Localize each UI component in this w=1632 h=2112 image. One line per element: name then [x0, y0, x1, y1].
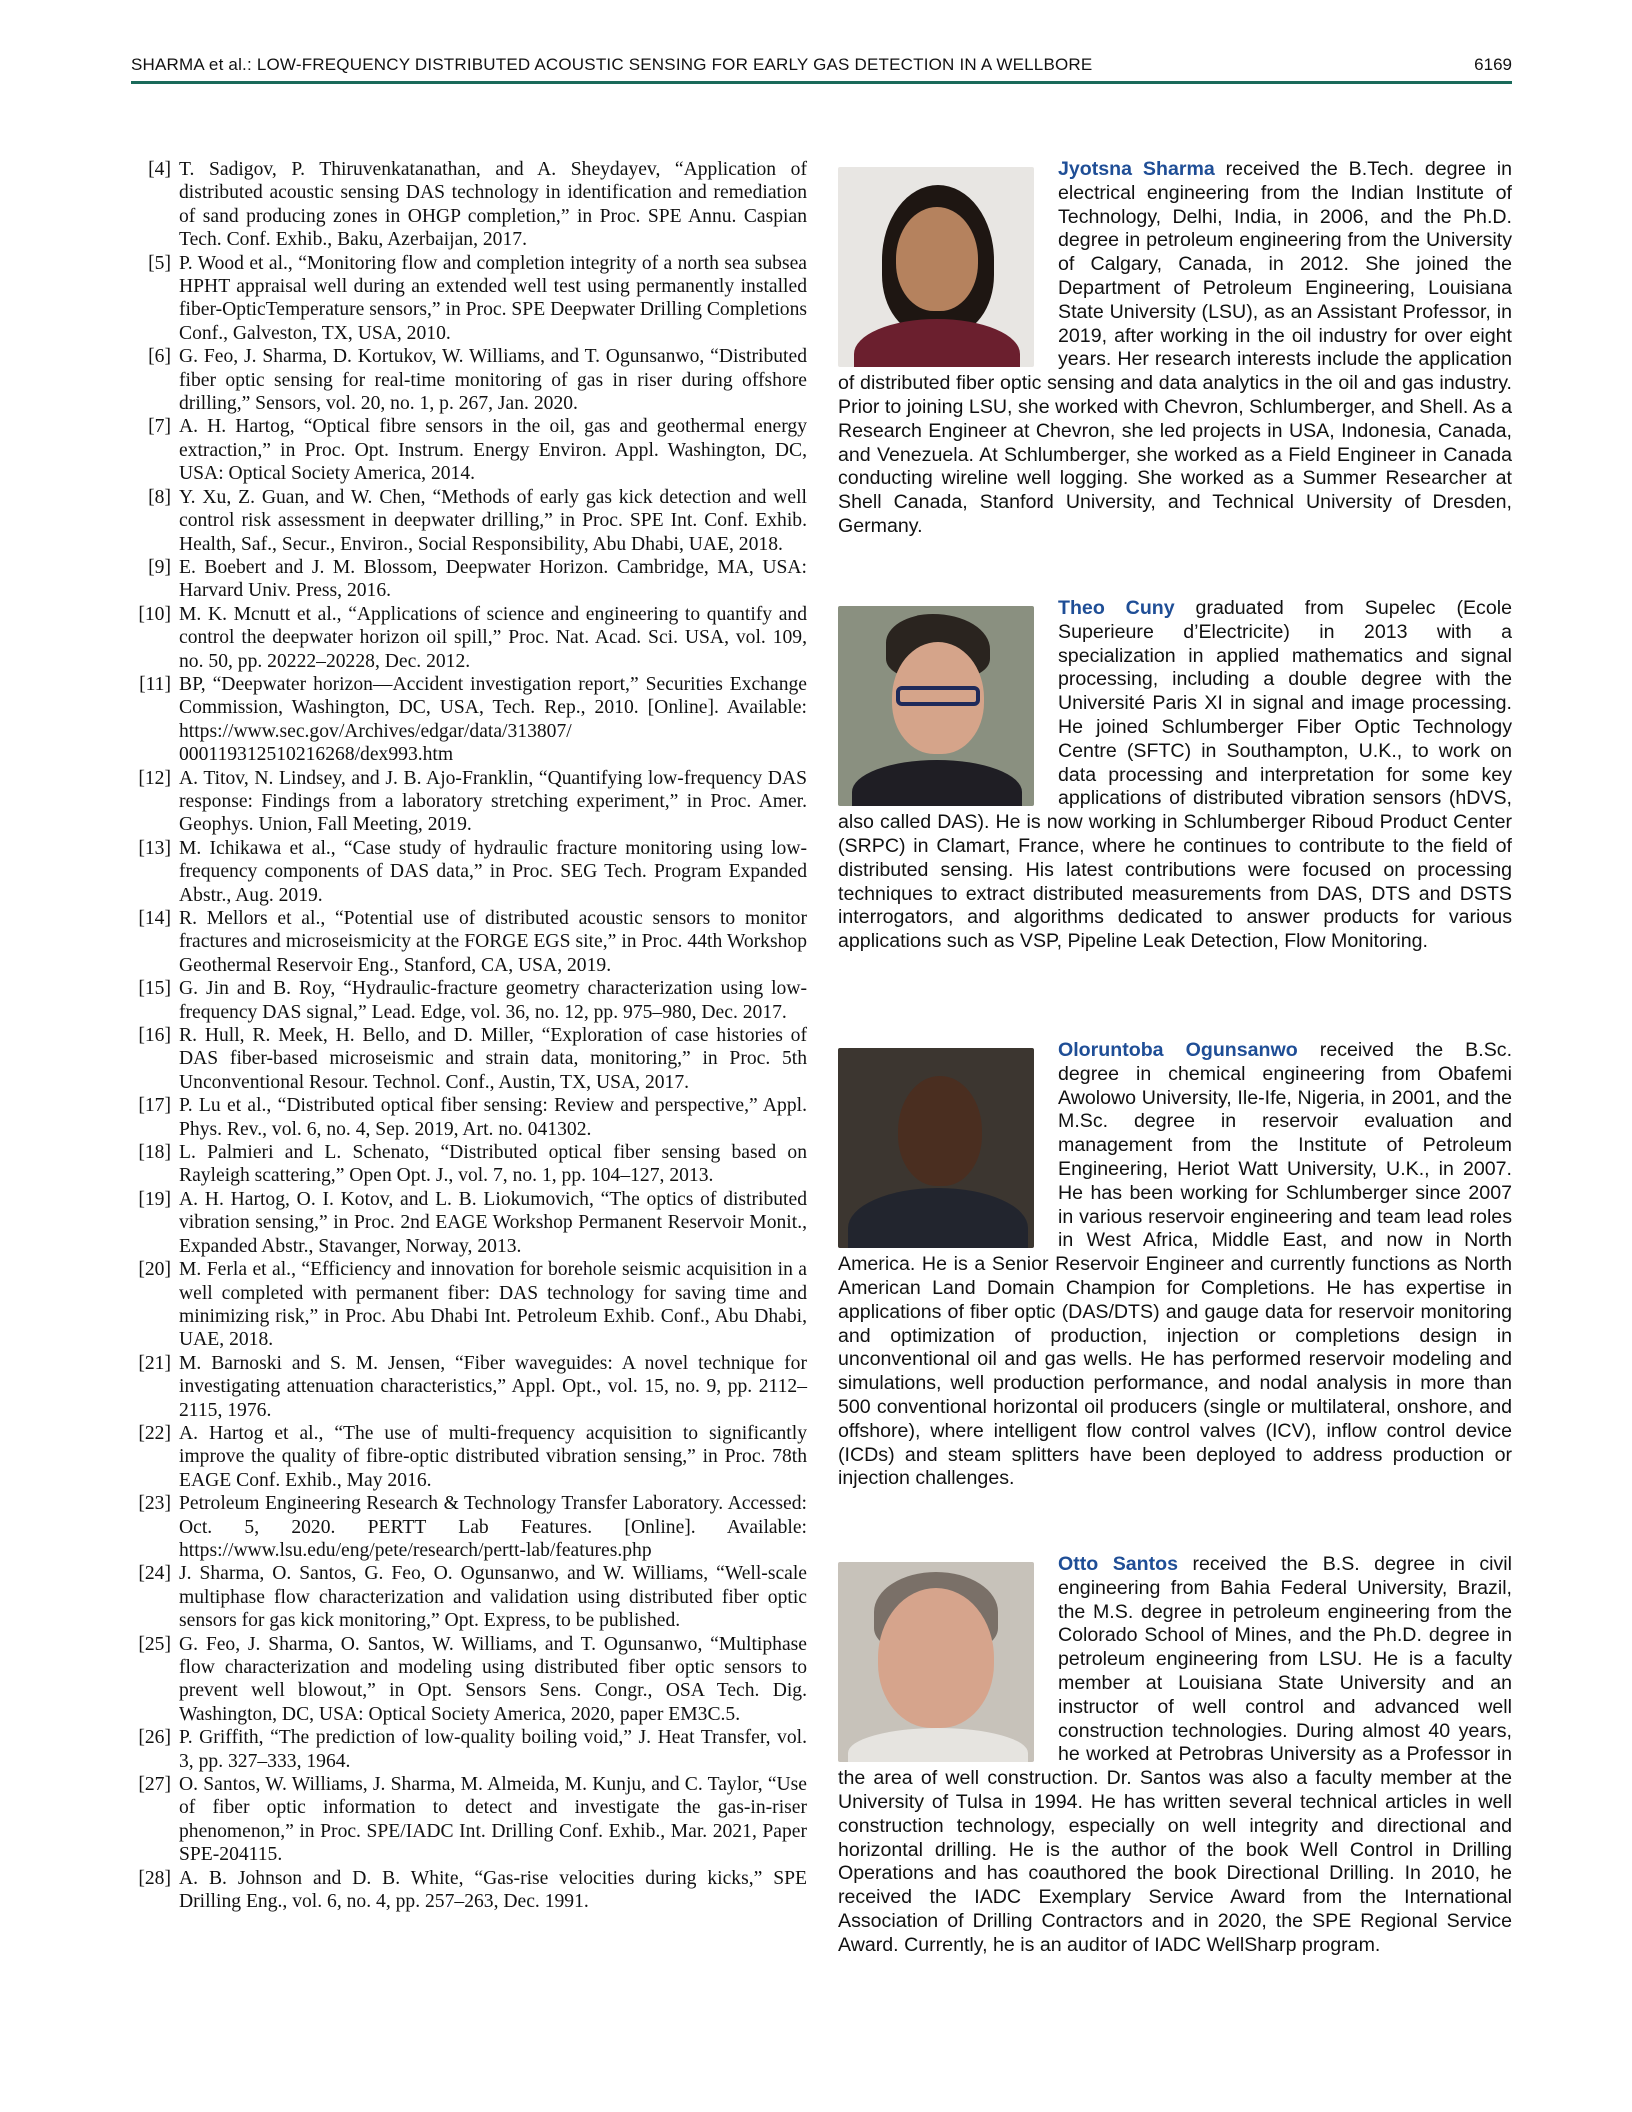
reference-number: [25]	[138, 1633, 171, 1655]
reference-number: [26]	[138, 1727, 171, 1749]
reference-item	[125, 1094, 807, 1141]
author-bio-text: received the B.S. degree in civil engineering from Bahia Federal University, Brazil, the M.S. degree in petroleum engineering from the Colorado School of Mines, and the Ph.D. degree in petroleum engineering from LSU. He is a faculty member at Louisiana State University and an instructor of well control and advanced well construction technologies. During almost 40 years, he worked at Petrobras University as a Professor in the area of well construction. Dr. Santos was also a faculty member at the University of Tulsa in 1994. He has written several technical articles in well construction technology, especially on well integrity and directional and horizontal drilling. He is the author of the book Well Control in Drilling Operations and has coauthored the book Directional Drilling. In 2010, he received the IADC Exemplary Service Award from the International Association of Drilling Contractors and in 2020, the SPE Regional Service Award. Currently, he is an auditor of IADC WellSharp program.	[838, 1553, 1513, 1956]
reference-item	[125, 486, 807, 556]
reference-number: [12]	[138, 767, 171, 789]
reference-number: [20]	[138, 1259, 171, 1281]
shoulders-shape	[852, 760, 1022, 806]
reference-number: [13]	[138, 837, 171, 859]
reference-item	[125, 1422, 807, 1492]
reference-item	[125, 907, 807, 977]
reference-text: Petroleum Engineering Research & Technology Transfer Laboratory. Accessed: Oct. 5, 2020. PERTT Lab Features. [Online]. Available: https://www.lsu.edu/eng/pete/research/pertt-lab/features.php	[179, 1493, 807, 1561]
reference-text: A. Hartog et al., “The use of multi-frequency acquisition to significantly improve the quality of fibre-optic distributed vibration sensing,” in Proc. 78th EAGE Conf. Exhib., May 2016.	[179, 1422, 807, 1491]
page-number: 6169	[1474, 55, 1512, 74]
author-biographies	[838, 158, 1512, 1958]
reference-text: P. Wood et al., “Monitoring flow and completion integrity of a north sea subsea HPHT appraisal well during an extended well test using permanently installed fiber-OpticTemperature sensors,” in Proc. SPE Deepwater Drilling Completions Conf., Galveston, TX, USA, 2010.	[179, 252, 807, 344]
reference-item	[125, 1492, 807, 1562]
reference-item	[125, 415, 807, 485]
reference-text: Y. Xu, Z. Guan, and W. Chen, “Methods of early gas kick detection and well control risk assessment in deepwater drilling,” in Proc. SPE Int. Conf. Exhib. Health, Saf., Secur., Environ., Social Responsibility, Abu Dhabi, UAE, 2018.	[179, 486, 807, 555]
reference-number: [28]	[138, 1867, 171, 1889]
reference-number: [11]	[139, 673, 171, 695]
author-bio-text: received the B.Tech. degree in electrical engineering from the Indian Institute of Technology, Delhi, India, in 2006, and the Ph.D. degree in petroleum engineering from the University of Calgary, Canada, in 2012. She joined the Department of Petroleum Engineering, Louisiana State University (LSU), as an Assistant Professor, in 2019, after working in the oil industry for over eight years. Her research interests include the application of distributed fiber optic sensing and data analytics in the oil and gas industry. Prior to joining LSU, she worked with Chevron, Schlumberger, and Shell. As a Research Engineer at Chevron, she led projects in USA, Indonesia, Canada, and Venezuela. At Schlumberger, she worked as a Field Engineer in Canada conducting wireline well logging. She worked as a Summer Researcher at Shell Canada, Stanford University, and Technical University of Dresden, Germany.	[838, 158, 1513, 537]
reference-number: [23]	[138, 1493, 171, 1515]
reference-number: [22]	[138, 1422, 171, 1444]
author-name: Otto Santos	[1058, 1553, 1179, 1575]
reference-number: [5]	[148, 252, 171, 274]
author-photo-santos	[838, 1562, 1034, 1762]
reference-item	[125, 1024, 807, 1094]
reference-item	[125, 767, 807, 837]
reference-item	[125, 1726, 807, 1773]
reference-text: G. Jin and B. Roy, “Hydraulic-fracture geometry characterization using low-frequency DAS signal,” Lead. Edge, vol. 36, no. 12, pp. 975–980, Dec. 2017.	[179, 978, 807, 1023]
reference-text: E. Boebert and J. M. Blossom, Deepwater Horizon. Cambridge, MA, USA: Harvard Univ. Press, 2016.	[179, 556, 807, 602]
reference-text: BP, “Deepwater horizon—Accident investigation report,” Securities Exchange Commission, Washington, DC, USA, Tech. Rep., 2010. [Online]. Available: https://www.sec.gov/Archives/edgar/data/313807/ 000119312510216268/dex993.htm	[179, 673, 807, 766]
reference-item	[125, 1773, 807, 1867]
author-photo-cuny	[838, 606, 1034, 806]
face-shape	[878, 1588, 994, 1728]
reference-item	[125, 158, 807, 252]
running-header	[131, 52, 1512, 82]
header-rule	[131, 81, 1512, 84]
reference-number: [14]	[138, 908, 171, 929]
reference-text: A. B. Johnson and D. B. White, “Gas-rise velocities during kicks,” SPE Drilling Eng., vol. 6, no. 4, pp. 257–263, Dec. 1991.	[179, 1867, 807, 1913]
reference-text: A. H. Hartog, O. I. Kotov, and L. B. Liokumovich, “The optics of distributed vibration sensing,” in Proc. 2nd EAGE Workshop Permanent Reservoir Monit., Expanded Abstr., Stavanger, Norway, 2013.	[179, 1188, 807, 1257]
reference-text: G. Feo, J. Sharma, D. Kortukov, W. Williams, and T. Ogunsanwo, “Distributed fiber optic sensing for real-time monitoring of gas in riser during offshore drilling,” Sensors, vol. 20, no. 1, p. 267, Jan. 2020.	[179, 346, 807, 415]
shoulders-shape	[854, 319, 1020, 367]
reference-number: [10]	[138, 603, 171, 625]
shoulders-shape	[848, 1188, 1028, 1248]
reference-text: L. Palmieri and L. Schenato, “Distributed optical fiber sensing based on Rayleigh scattering,” Open Opt. J., vol. 7, no. 1, pp. 104–127, 2013.	[179, 1142, 807, 1187]
reference-item	[125, 556, 807, 603]
reference-item	[125, 673, 807, 767]
reference-number: [17]	[138, 1095, 171, 1117]
reference-item	[125, 1188, 807, 1258]
glasses-shape	[896, 686, 980, 706]
reference-item	[125, 1258, 807, 1352]
reference-text: M. Barnoski and S. M. Jensen, “Fiber waveguides: A novel technique for investigating attenuation characteristics,” Appl. Opt., vol. 15, no. 9, pp. 2112–2115, 1976.	[179, 1352, 807, 1421]
references-list	[125, 158, 807, 1913]
reference-item	[125, 1562, 807, 1632]
reference-text: M. Ichikawa et al., “Case study of hydraulic fracture monitoring using low-frequency components of DAS data,” in Proc. SEG Tech. Program Expanded Abstr., Aug. 2019.	[179, 837, 807, 906]
reference-item	[125, 345, 807, 415]
reference-text: J. Sharma, O. Santos, G. Feo, O. Ogunsanwo, and W. Williams, “Well-scale multiphase flow characterization and validation using distributed fiber optic sensors for gas kick monitoring,” Opt. Express, to be published.	[179, 1563, 807, 1632]
author-name: Jyotsna Sharma	[1058, 158, 1215, 180]
reference-text: R. Hull, R. Meek, H. Bello, and D. Miller, “Exploration of case histories of DAS fiber-based microseismic and strain data, monitoring,” in Proc. 5th Unconventional Resour. Technol. Conf., Austin, TX, USA, 2017.	[179, 1025, 807, 1093]
author-bio-text: graduated from Supelec (Ecole Superieure d’Electricite) in 2013 with a specialization in applied mathematics and signal processing, including a double degree with the Université Paris XI in signal and image processing. He joined Schlumberger Fiber Optic Technology Centre (SFTC) in Southampton, U.K., to work on data processing and interpretation for some key applications of distributed vibration sensors (hDVS, also called DAS). He is now working in Schlumberger Riboud Product Center (SRPC) in Clamart, France, where he continues to contribute to the field of distributed sensing. His latest contributions were focused on processing techniques to extract distributed measurements from DAS, DTS and DSTS interrogators, and algorithms dedicated to answer products for various applications such as VSP, Pipeline Leak Detection, Flow Monitoring.	[838, 597, 1512, 953]
reference-number: [8]	[148, 486, 171, 508]
reference-number: [16]	[138, 1025, 171, 1047]
bio-ogunsanwo	[838, 1039, 1512, 1535]
reference-number: [19]	[138, 1188, 171, 1210]
reference-text: G. Feo, J. Sharma, O. Santos, W. Williams, and T. Ogunsanwo, “Multiphase flow characterization and modeling using distributed fiber optic sensors to prevent well blowout,” in Opt. Sensors Sens. Congr., OSA Tech. Dig. Washington, DC, USA: Optical Society America, 2020, paper EM3C.5.	[179, 1633, 807, 1725]
face-shape	[896, 207, 978, 311]
reference-text: P. Lu et al., “Distributed optical fiber sensing: Review and perspective,” Appl. Phys. Rev., vol. 6, no. 4, Sep. 2019, Art. no. 041302.	[179, 1095, 807, 1140]
author-photo-sharma	[838, 167, 1034, 367]
face-shape	[898, 1076, 982, 1186]
reference-number: [7]	[148, 416, 171, 438]
reference-text: O. Santos, W. Williams, J. Sharma, M. Almeida, M. Kunju, and C. Taylor, “Use of fiber optic information to detect and investigate the gas-in-riser phenomenon,” in Proc. SPE/IADC Int. Drilling Conf. Exhib., Mar. 2021, Paper SPE-204115.	[179, 1774, 807, 1866]
reference-text: M. K. Mcnutt et al., “Applications of science and engineering to quantify and control the deepwater horizon oil spill,” Proc. Nat. Acad. Sci. USA, vol. 109, no. 50, pp. 20222–20228, Dec. 2012.	[179, 603, 807, 672]
reference-number: [27]	[138, 1774, 171, 1796]
reference-item	[125, 252, 807, 346]
reference-item	[125, 1867, 807, 1914]
bio-sharma	[838, 158, 1512, 576]
reference-item	[125, 1633, 807, 1727]
reference-number: [15]	[138, 978, 171, 1000]
reference-text: A. Titov, N. Lindsey, and J. B. Ajo-Franklin, “Quantifying low-frequency DAS response: Findings from a laboratory stretching experiment,” in Proc. Amer. Geophys. Union, Fall Meeting, 2019.	[179, 767, 807, 836]
reference-text: T. Sadigov, P. Thiruvenkatanathan, and A. Sheydayev, “Application of distributed acoustic sensing DAS technology in identification and remediation of sand producing zones in OHGP completion,” in Proc. SPE Annu. Caspian Tech. Conf. Exhib., Baku, Azerbaijan, 2017.	[179, 159, 807, 251]
author-photo-ogunsanwo	[838, 1048, 1034, 1248]
reference-number: [21]	[138, 1352, 171, 1374]
header-title: SHARMA et al.: LOW-FREQUENCY DISTRIBUTED ACOUSTIC SENSING FOR EARLY GAS DETECTION IN A WELLBORE	[131, 55, 1093, 74]
reference-item	[125, 603, 807, 673]
reference-text: M. Ferla et al., “Efficiency and innovation for borehole seismic acquisition in a well completed with permanent fiber: DAS technology for saving time and minimizing risk,” in Proc. Abu Dhabi Int. Petroleum Exhib. Conf., Abu Dhabi, UAE, 2018.	[179, 1259, 807, 1351]
reference-number: [9]	[148, 556, 171, 578]
reference-number: [24]	[138, 1563, 171, 1585]
bio-cuny	[838, 597, 1512, 1021]
shoulders-shape	[848, 1728, 1028, 1762]
reference-number: [4]	[148, 159, 171, 180]
reference-item	[125, 977, 807, 1024]
author-name: Theo Cuny	[1058, 597, 1175, 619]
bio-santos	[838, 1553, 1512, 1958]
author-name: Oloruntoba Ogunsanwo	[1058, 1039, 1298, 1061]
reference-number: [18]	[138, 1142, 171, 1164]
author-bio-text: received the B.Sc. degree in chemical engineering from Obafemi Awolowo University, Ile-Ife, Nigeria, in 2001, and the M.Sc. degree in reservoir evaluation and management from the Institute of Petroleum Engineering, Heriot Watt University, U.K., in 2007. He has been working for Schlumberger since 2007 in various reservoir engineering and team lead roles in West Africa, Middle East, and now in North America. He is a Senior Reservoir Engineer and currently functions as North American Land Domain Champion for Completions. He has expertise in applications of fiber optic (DAS/DTS) and gauge data for reservoir monitoring and optimization of production, injection or completions design in unconventional oil and gas wells. He has performed reservoir modeling and simulations, well production performance, and nodal analysis in more than 500 conventional horizontal oil producers (single or multilateral, onshore, and offshore), where intelligent flow control valves (ICV), inflow control device (ICDs) and steam splitters have been deployed to address production or injection challenges.	[838, 1039, 1513, 1490]
reference-item	[125, 1352, 807, 1422]
reference-text: R. Mellors et al., “Potential use of distributed acoustic sensors to monitor fractures and microseismicity at the FORGE EGS site,” in Proc. 44th Workshop Geothermal Reservoir Eng., Stanford, CA, USA, 2019.	[179, 908, 807, 976]
reference-number: [6]	[148, 346, 171, 368]
reference-text: P. Griffith, “The prediction of low-quality boiling void,” J. Heat Transfer, vol. 3, pp. 327–333, 1964.	[179, 1727, 807, 1772]
reference-item	[125, 1141, 807, 1188]
reference-item	[125, 837, 807, 907]
reference-text: A. H. Hartog, “Optical fibre sensors in the oil, gas and geothermal energy extraction,” in Proc. Opt. Instrum. Energy Environ. Appl. Washington, DC, USA: Optical Society America, 2014.	[179, 416, 807, 485]
